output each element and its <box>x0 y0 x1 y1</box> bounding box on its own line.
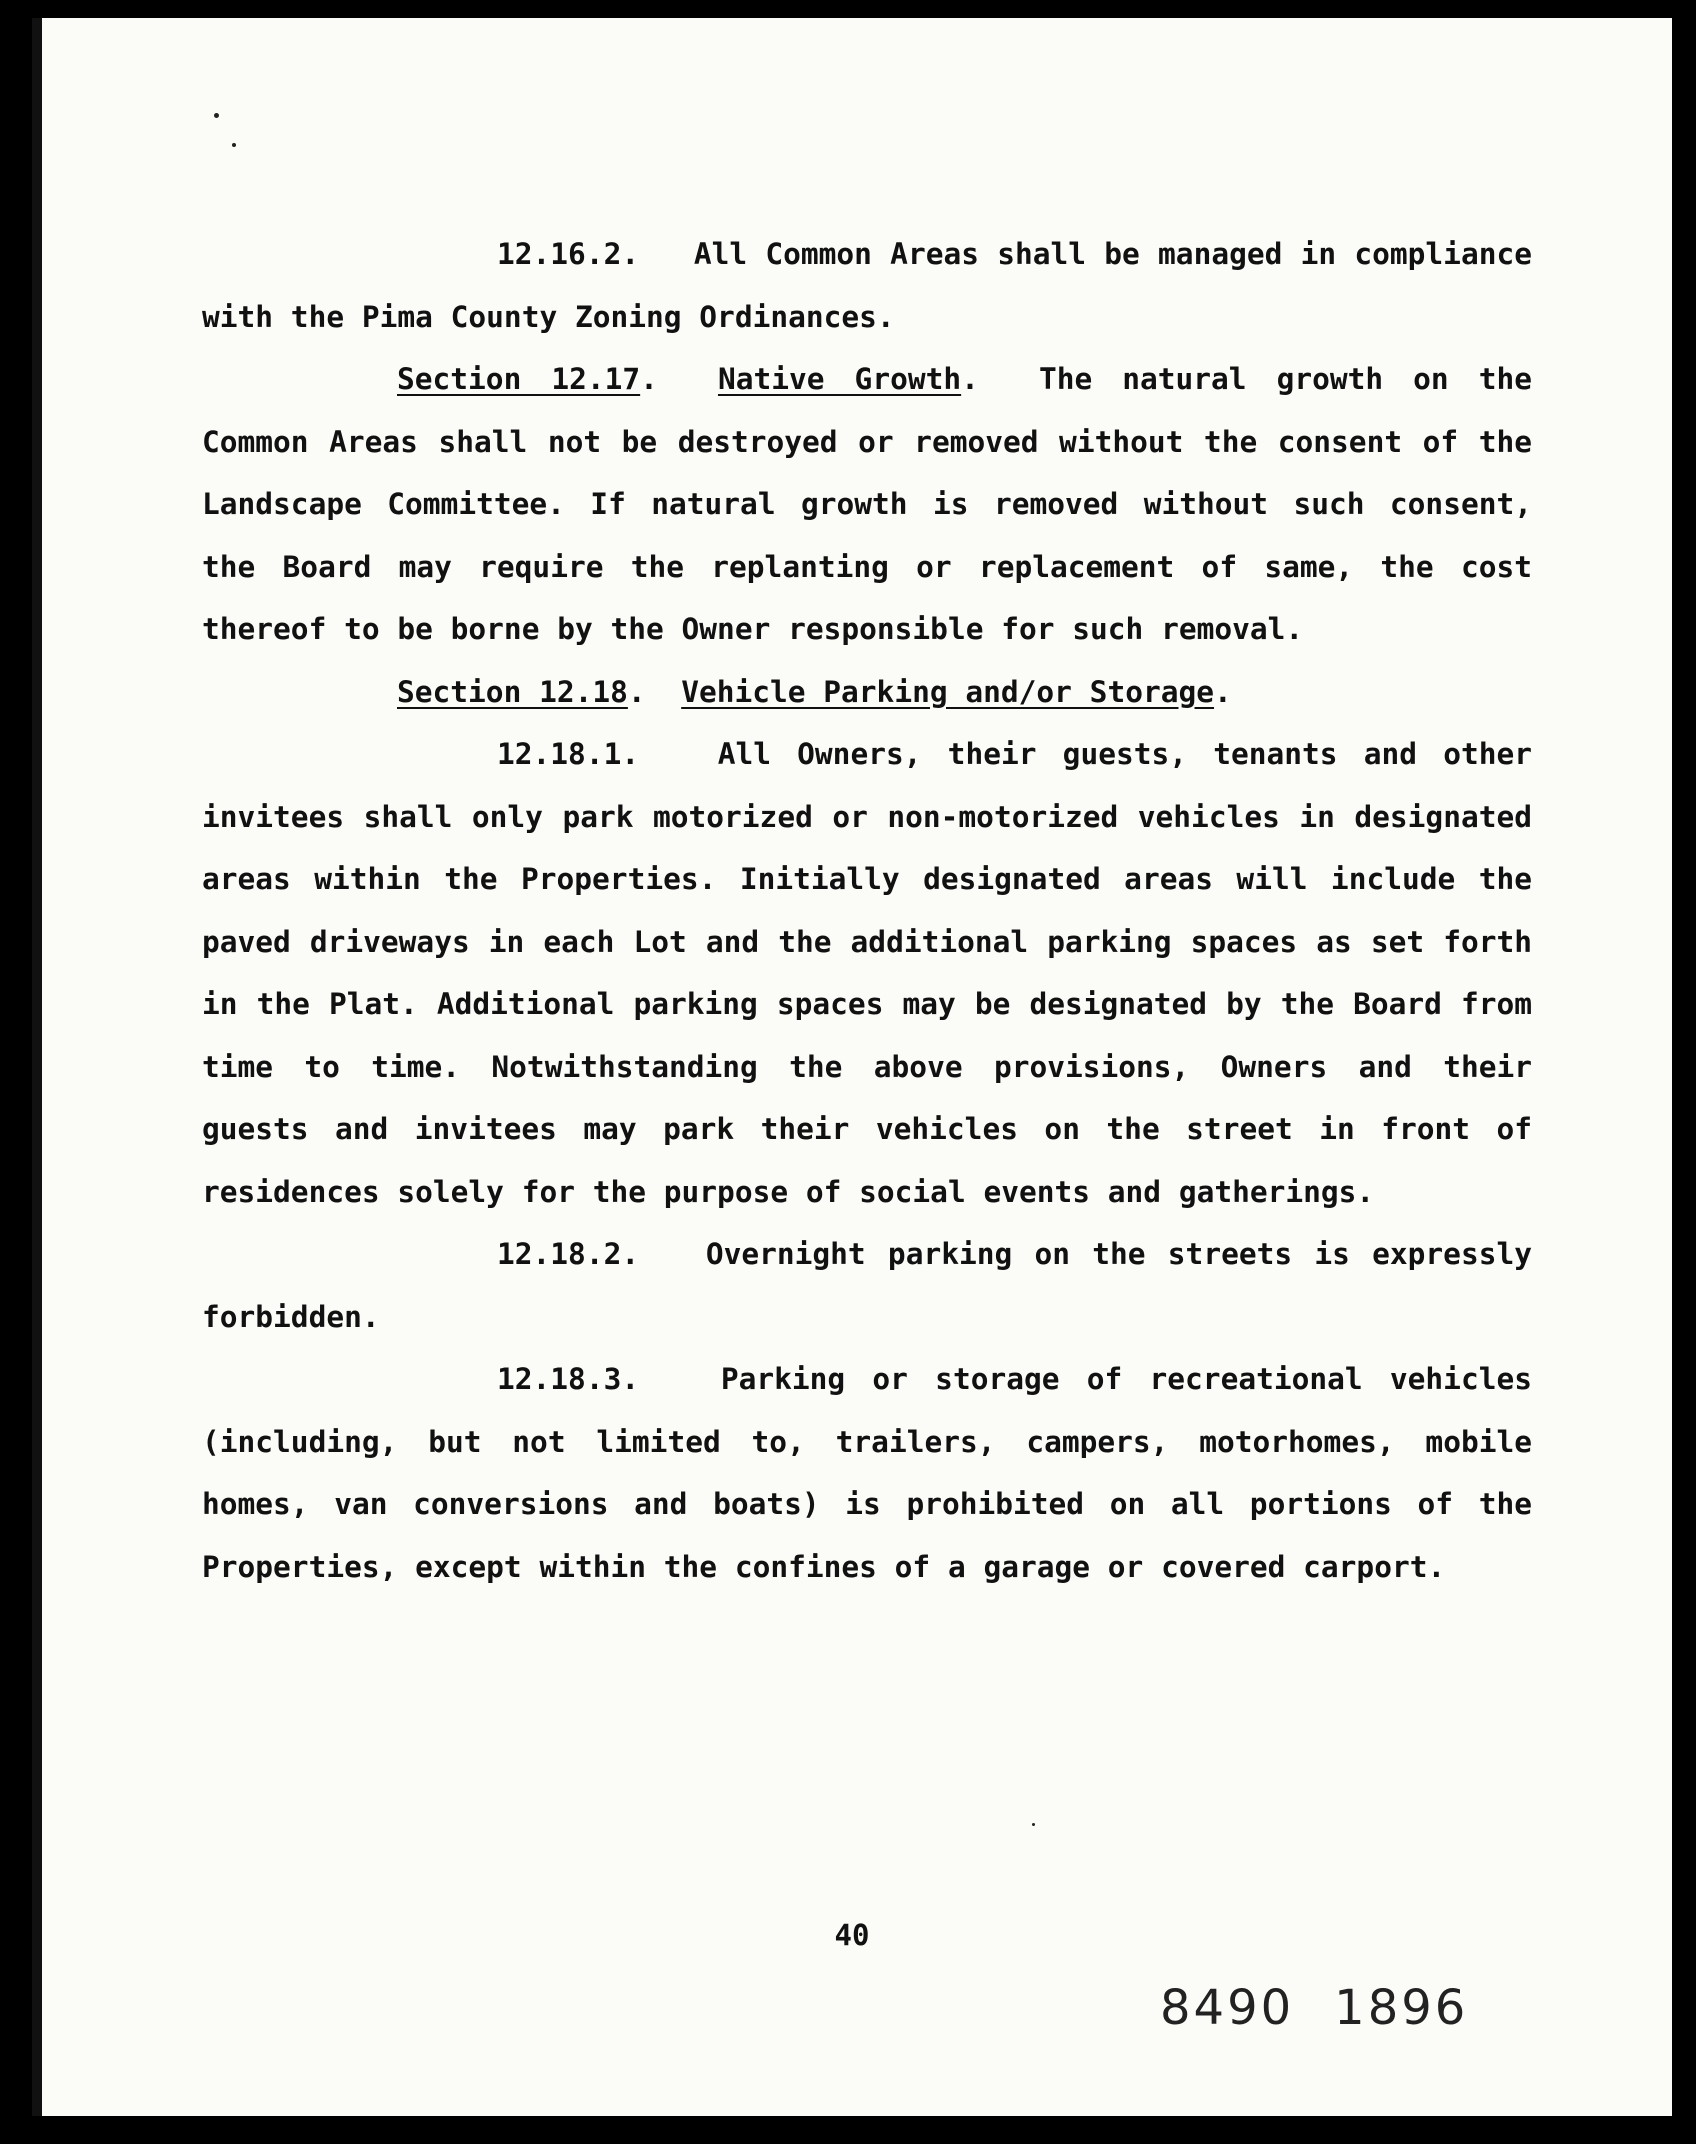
clause-number: 12.18.3. <box>497 1362 640 1396</box>
document-number <box>1160 1980 1468 2036</box>
section-12-18-heading: Section 12.18. Vehicle Parking and/or Storage. <box>397 674 1232 709</box>
document-page <box>32 18 1672 2116</box>
page-number: 40 <box>834 1918 870 1952</box>
section-12-17: Section 12.17. Native Growth. The natural growth on the Common Areas shall not be destroyed or removed without the consent of the Landscape Committee. If natural growth is removed without such consent, the Board may require the replanting or replacement of same, the cost thereof to be borne by the Owner responsible for such removal. <box>202 362 1532 646</box>
section-text: The natural growth on the Common Areas shall not be destroyed or removed without the consent of the Landscape Committee. If natural growth is removed without such consent, the Board may require the replanting or replacement of same, the cost thereof to be borne by the Owner responsible for such removal. <box>202 362 1532 646</box>
document-number-part: 8490 <box>1160 1980 1295 2036</box>
clause-text: Overnight parking on the streets is expressly forbidden. <box>202 1237 1532 1334</box>
paragraph-12-18-1 <box>202 723 1532 1223</box>
clause-text: Parking or storage of recreational vehicles (including, but not limited to, trailers, campers, motorhomes, mobile homes, van conversions and boats) is prohibited on all portions of the Properties, except within the confines of a garage or covered carport. <box>202 1362 1532 1584</box>
scan-edge <box>32 18 42 2116</box>
paragraph-12-16-2 <box>202 223 1532 348</box>
clause-text: All Owners, their guests, tenants and other invitees shall only park motorized or non-motorized vehicles in designated areas within the Properties. Initially designated areas will include the paved driveways in each Lot and the additional parking spaces as set forth in the Plat. Additional parking spaces may be designated by the Board from time to time. Notwithstanding the above provisions, Owners and their guests and invitees may park their vehicles on the street in front of residences solely for the purpose of social events and gatherings. <box>202 737 1532 1209</box>
paragraph-12-18-3 <box>202 1348 1532 1598</box>
section-title: Vehicle Parking and/or Storage <box>681 674 1215 709</box>
scan-speck <box>232 143 236 147</box>
scan-speck <box>214 113 219 118</box>
section-label: Section 12.18 <box>397 674 628 709</box>
body-text <box>202 223 1532 1598</box>
section-label: Section 12.17 <box>397 362 641 396</box>
clause-number: 12.16.2. <box>497 237 640 271</box>
section-title: Native Growth <box>717 362 962 396</box>
clause-number: 12.18.2. <box>497 1237 640 1271</box>
scan-speck <box>1032 1823 1035 1826</box>
document-number-part: 1896 <box>1334 1980 1469 2036</box>
paragraph-12-18-2 <box>202 1223 1532 1348</box>
clause-number: 12.18.1. <box>497 737 640 771</box>
clause-text: All Common Areas shall be managed in compliance with the Pima County Zoning Ordinances. <box>202 237 1532 334</box>
